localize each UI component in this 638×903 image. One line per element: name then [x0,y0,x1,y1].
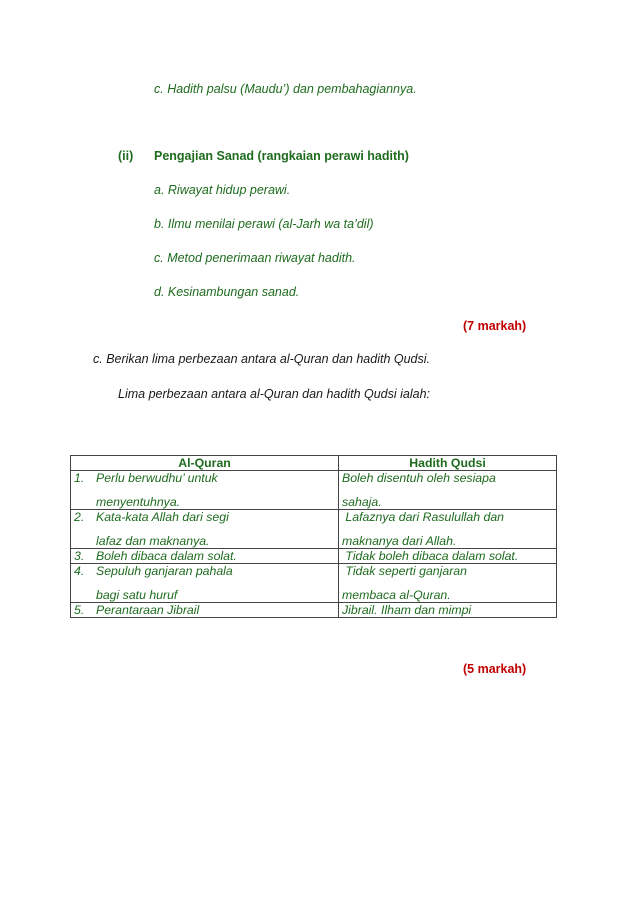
cell-left: 1. Perlu berwudhu’ untuk menyentuhnya. [71,471,339,510]
section-ii-item-d: d. Kesinambungan sanad. [154,285,300,299]
cell-right: Tidak boleh dibaca dalam solat. [339,549,557,564]
table-row [71,603,557,618]
item-c-hadith-palsu: c. Hadith palsu (Maudu’) dan pembahagiannya. [154,82,417,96]
section-ii-number: (ii) [118,149,134,163]
cell-right: Boleh disentuh oleh sesiapa sahaja. [339,471,557,510]
marks-5: (5 markah) [463,662,527,676]
table-row [71,510,557,549]
table-row [71,564,557,603]
comparison-table [70,455,557,618]
cell-left: 5. Perantaraan Jibrail [71,603,339,618]
cell-right: Jibrail. Ilham dan mimpi [339,603,557,618]
question-c: c. Berikan lima perbezaan antara al-Quran dan hadith Qudsi. [93,352,430,366]
section-ii-heading: Pengajian Sanad (rangkaian perawi hadith) [154,149,409,163]
header-hadith-qudsi: Hadith Qudsi [339,456,557,471]
table-header-row [71,456,557,471]
question-c-intro: Lima perbezaan antara al-Quran dan hadith Qudsi ialah: [118,387,431,401]
header-al-quran: Al-Quran [71,456,339,471]
section-ii-item-c: c. Metod penerimaan riwayat hadith. [154,251,356,265]
cell-left: 3. Boleh dibaca dalam solat. [71,549,339,564]
cell-right: Tidak seperti ganjaran membaca al-Quran. [339,564,557,603]
cell-right: Lafaznya dari Rasulullah dan maknanya dari Allah. [339,510,557,549]
cell-left: 4. Sepuluh ganjaran pahala bagi satu huruf [71,564,339,603]
cell-left: 2. Kata-kata Allah dari segi lafaz dan maknanya. [71,510,339,549]
table-row [71,471,557,510]
marks-7: (7 markah) [463,319,527,333]
table-row [71,549,557,564]
section-ii-item-b: b. Ilmu menilai perawi (al-Jarh wa ta’dil) [154,217,374,231]
section-ii-item-a: a. Riwayat hidup perawi. [154,183,291,197]
